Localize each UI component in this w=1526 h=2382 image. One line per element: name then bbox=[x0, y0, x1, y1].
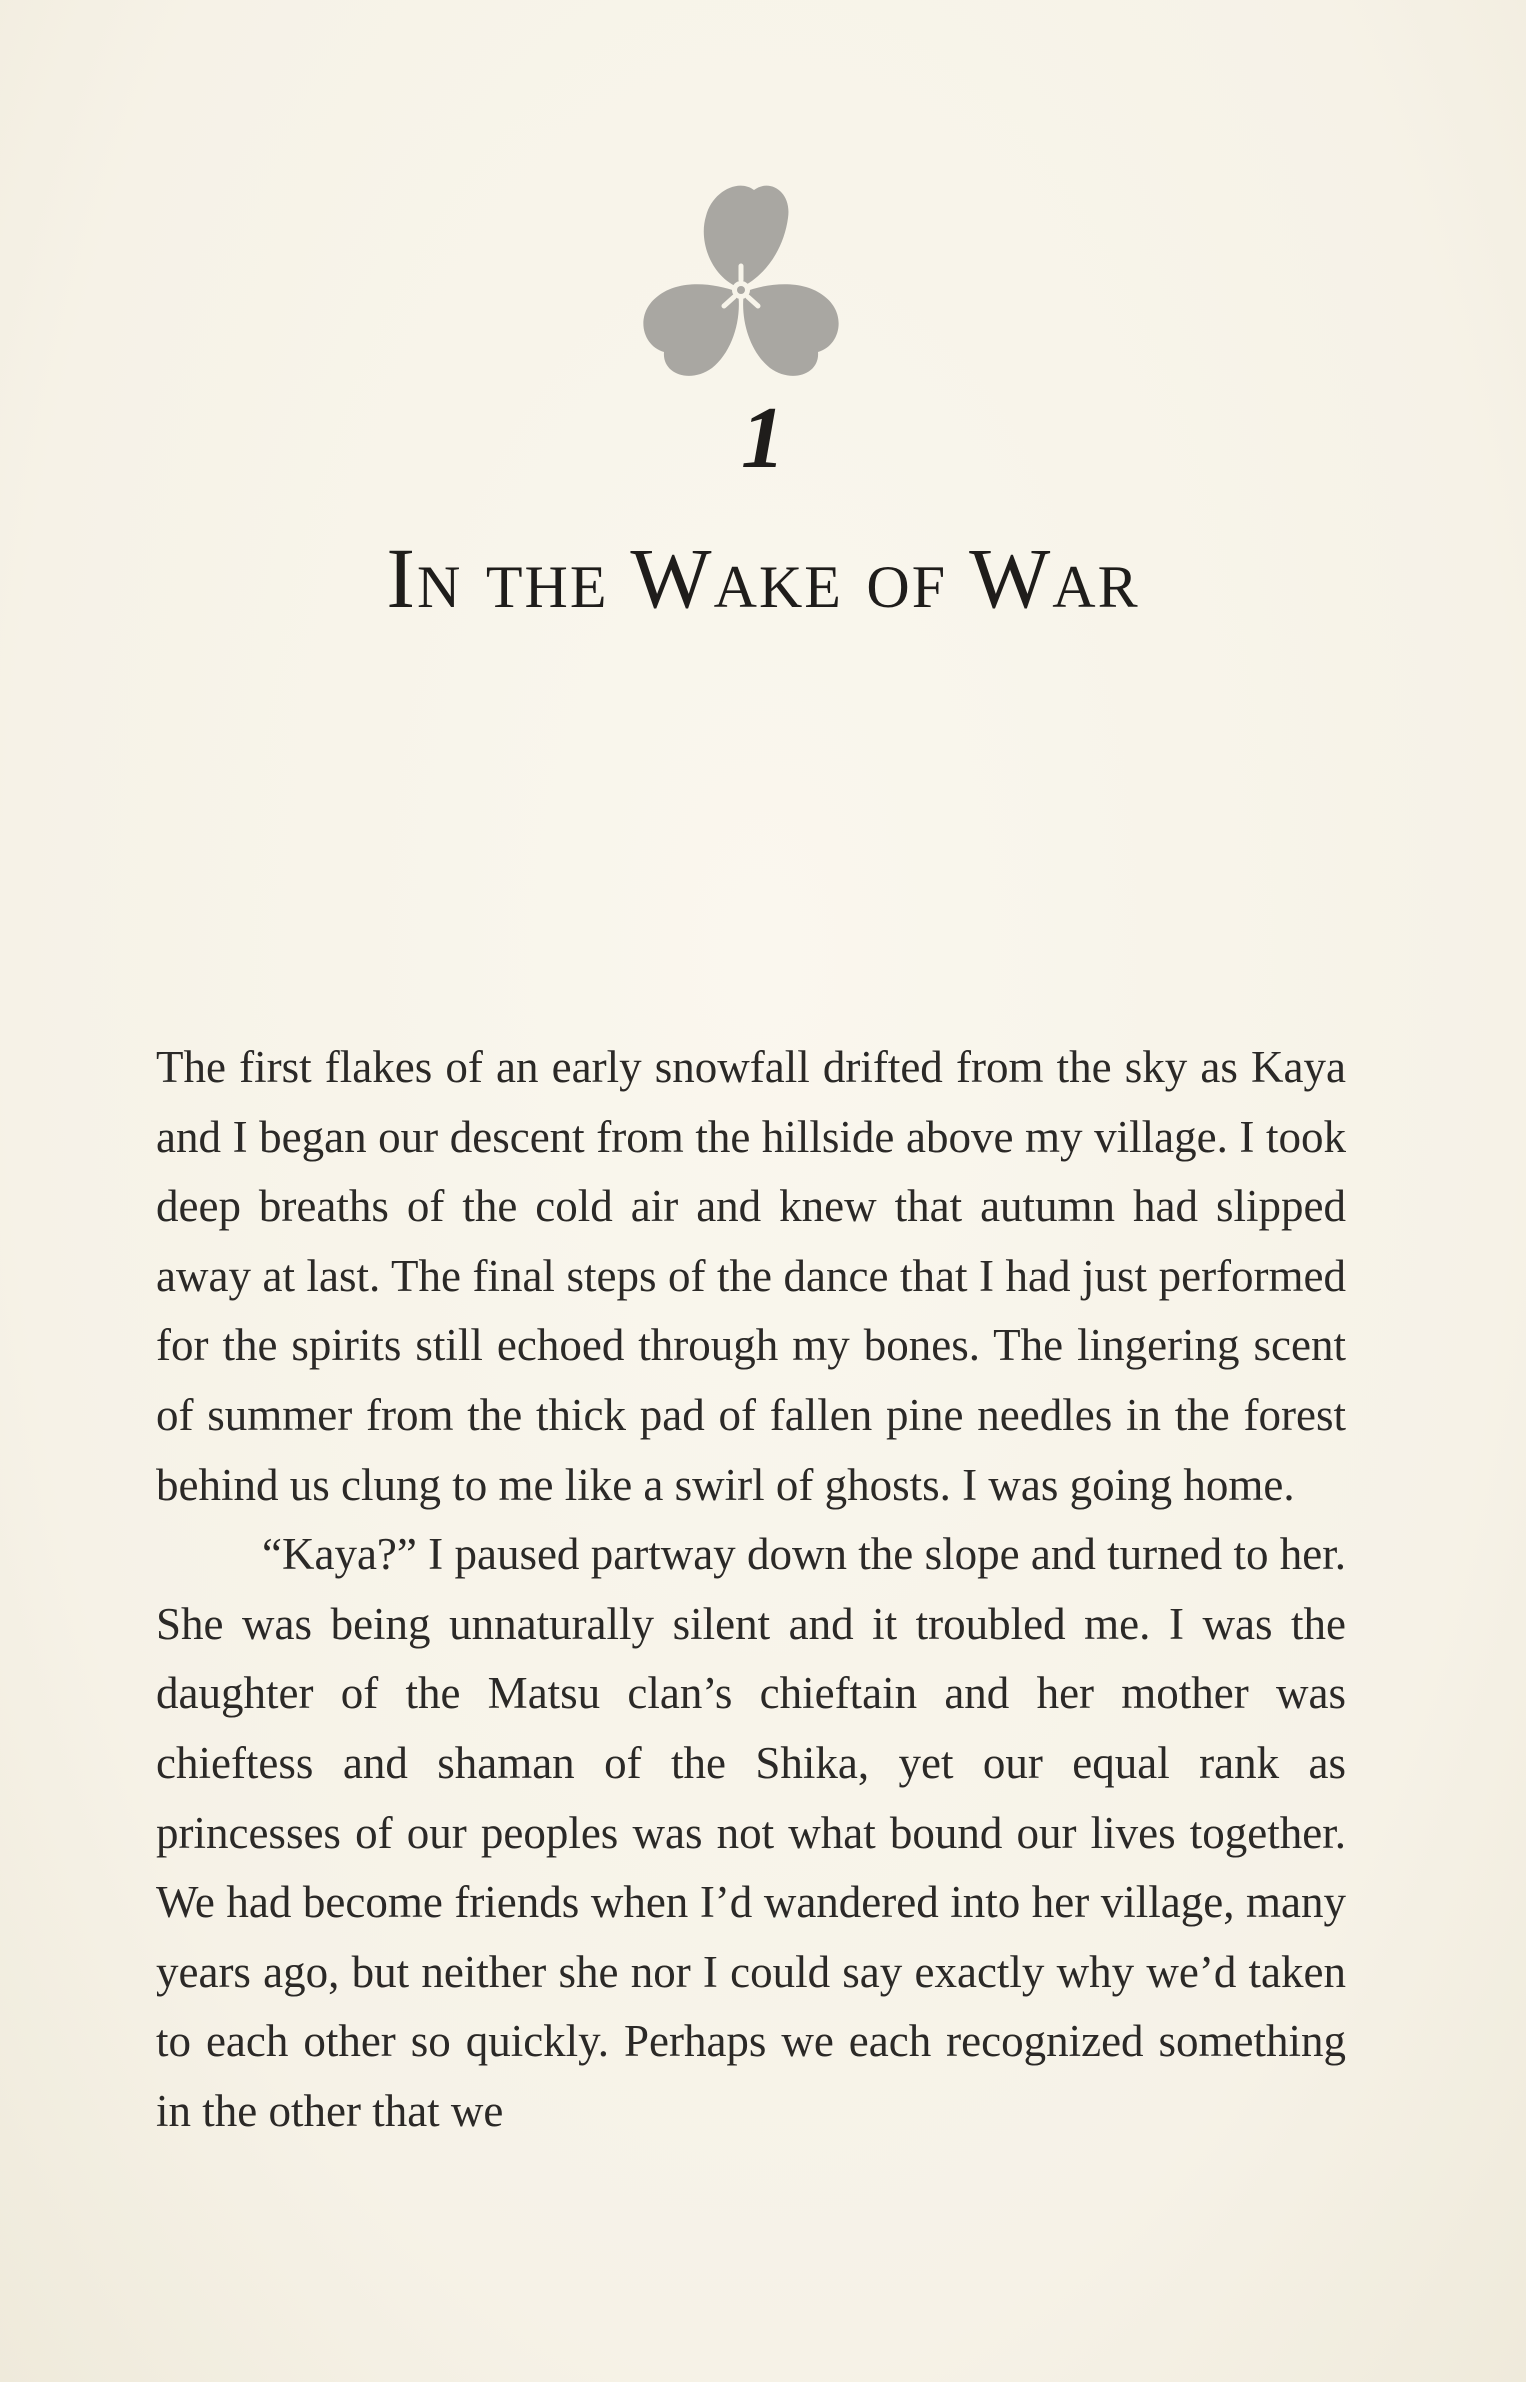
chapter-number: 1 bbox=[741, 390, 785, 487]
paragraph: The first flakes of an early snowfall drifted from the sky as Kaya and I began our descent from the hillside above my village. I took deep breaths of the cold air and knew that autumn had slipped away at last. The final steps of the dance that I had just performed for the spirits still echoed through my bones. The lingering scent of summer from the thick pad of fallen pine needles in the forest behind us clung to me like a swirl of ghosts. I was going home. bbox=[156, 1042, 1346, 1510]
three-petal-flower-icon bbox=[620, 170, 860, 400]
chapter-title: In the Wake of War bbox=[386, 530, 1140, 626]
paragraph: “Kaya?” I paused partway down the slope and turned to her. She was being unnaturally silent and it troubled me. I was the daughter of the Matsu clan’s chieftain and her mother was chieftess and shaman of the Shika, yet our equal rank as princesses of our peoples was not what bound our lives together. We had become friends when I’d wandered into her village, many years ago, but neither she nor I could say exactly why we’d taken to each other so quickly. Perhaps we each recognized something in the other that we bbox=[156, 1529, 1346, 2136]
chapter-body bbox=[156, 1033, 1346, 2147]
